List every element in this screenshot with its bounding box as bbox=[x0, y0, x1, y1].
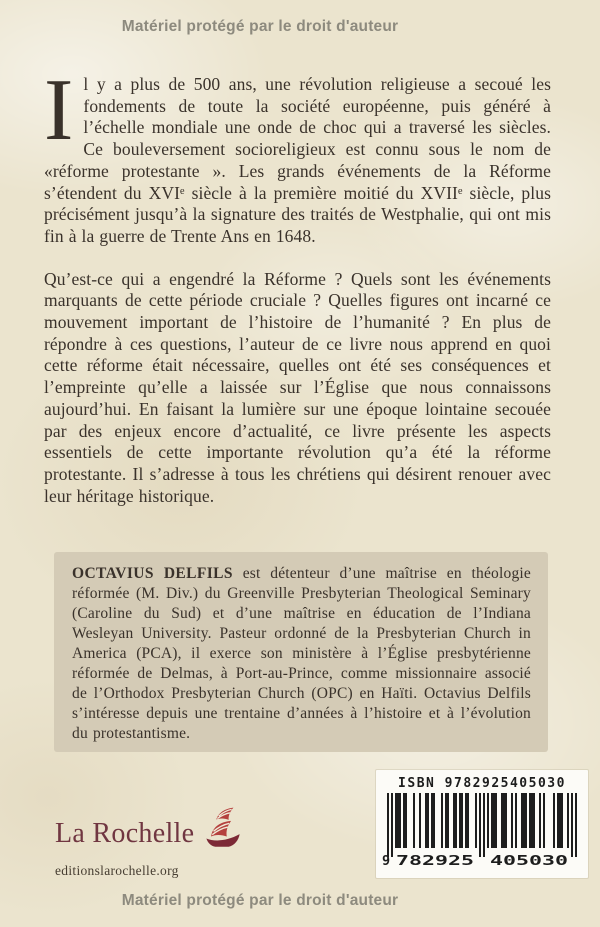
author-name: OCTAVIUS DELFILS bbox=[72, 565, 233, 582]
publisher-block bbox=[55, 806, 242, 879]
sailboat-icon bbox=[204, 806, 242, 850]
publisher-logo-text: La Rochelle bbox=[55, 818, 195, 849]
paragraph-intro bbox=[44, 62, 551, 248]
paragraph-questions: Qu’est-ce qui a engendré la Réforme ? Quels sont les événements marquants de cette période cruciale ? Quelles figures ont incarné ce mouvement important de l’histoire de l’humanité ? En plus de répondre à ces questions, l’auteur de ce livre nous apprend en quoi cette réforme était nécessaire, quelles ont été ses conséquences et l’empreinte qu’elle a laissée sur l’Église que nous connaissons aujourd’hui. En faisant la lumière sur une époque lointaine secouée par des enjeux encore d’actualité, ce livre présente les aspects essentiels de cette importante révolution qu’a été la réforme protestante. Il s’adresse à tous les chrétiens qui désirent renouer avec leur héritage historique. bbox=[44, 268, 551, 506]
author-bio-text: est détenteur d’une maîtrise en théologie réformée (M. Div.) du Greenville Presbyterian Theological Seminary (Caroline du Sud) et d’une maîtrise en éducation de l’Indiana Wesleyan University. Pasteur ordonné de la Presbyterian Church in America (PCA), il exerce son ministère à l’Église presbytérienne réformée de Delmas, à Port-au-Prince, comme missionnaire associé de l’Orthodox Presbyterian Church (OPC) en Haïti. Octavius Delfils s’intéresse depuis une trentaine d’années à l’histoire et à l’évolution du protestantisme. bbox=[72, 565, 532, 742]
author-bio-box bbox=[54, 552, 548, 752]
publisher-logo bbox=[55, 806, 242, 850]
isbn-barcode-box bbox=[376, 770, 588, 878]
copyright-banner-top: Matériel protégé par le droit d'auteur bbox=[121, 18, 399, 35]
svg-text:9: 9 bbox=[382, 853, 391, 867]
dropcap-letter: I bbox=[44, 62, 74, 159]
paragraph-intro-text: l y a plus de 500 ans, une révolution religieuse a secoué les fondements de toute la société européenne, puis généré à l’échelle mondiale une onde de choc qui a traversé les siècles. Ce bouleversement socioreligieux est connu sous le nom de «réforme protestante ». Les grands événements de la Réforme s’étendent du XVIᵉ siècle à la première moitié du XVIIᵉ siècle, plus précisément jusqu’à la signature des traités de Westphalie, qui ont mis fin à la guerre de Trente Ans en 1648. bbox=[44, 74, 551, 246]
copyright-banner-bottom: Matériel protégé par le droit d'auteur bbox=[121, 892, 399, 909]
isbn-label: ISBN 9782925405030 bbox=[398, 776, 566, 791]
publisher-website: editionslarochelle.org bbox=[55, 863, 179, 878]
svg-text:405030: 405030 bbox=[490, 853, 568, 867]
svg-text:782925: 782925 bbox=[396, 853, 474, 867]
ean13-barcode bbox=[382, 793, 582, 867]
back-cover-text bbox=[44, 62, 551, 507]
